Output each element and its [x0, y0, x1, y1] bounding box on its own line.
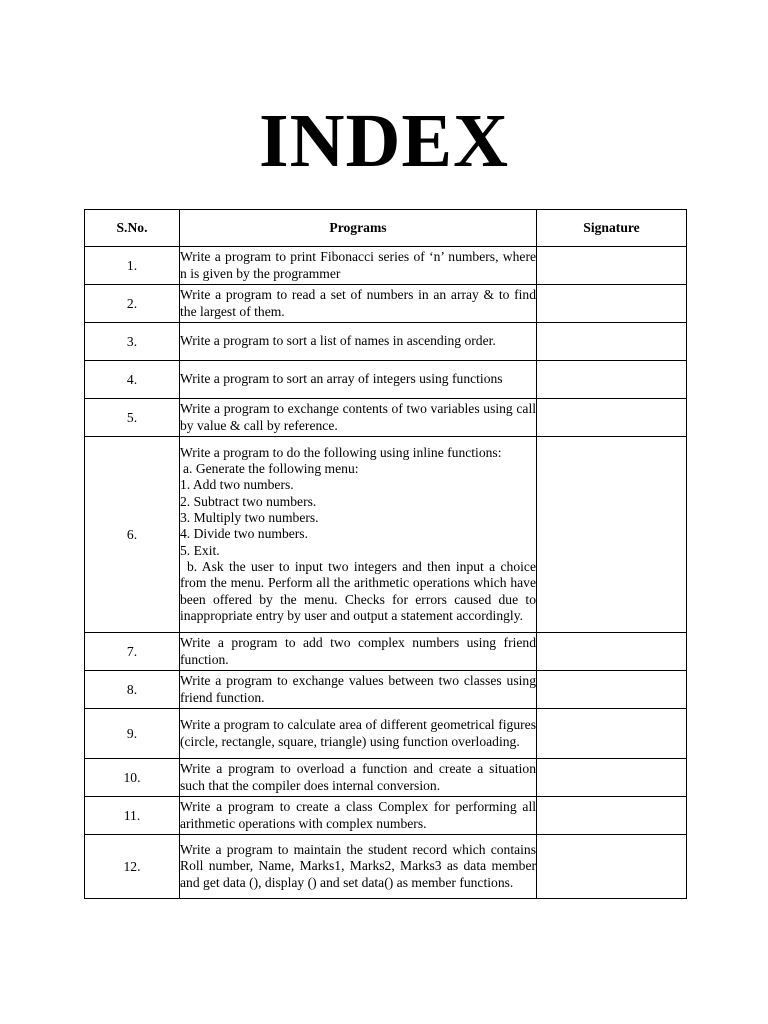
row-sno: 7.: [85, 633, 180, 671]
row-program: Write a program to create a class Complex for performing all arithmetic operations with complex numbers.: [180, 797, 537, 835]
table-row: [85, 633, 687, 671]
row-sno: 12.: [85, 835, 180, 899]
header-programs: Programs: [180, 210, 537, 247]
header-signature: Signature: [537, 210, 687, 247]
row-program: Write a program to exchange contents of two variables using call by value & call by reference.: [180, 399, 537, 437]
program-line: b. Ask the user to input two integers and then input a choice from the menu. Perform all the arithmetic operations which have been offered by the menu. Checks for errors caused due to inappropriate entry by user and output a statement accordingly.: [180, 558, 536, 623]
row-sno: 1.: [85, 247, 180, 285]
row-program: Write a program to print Fibonacci series of ‘n’ numbers, where n is given by the programmer: [180, 247, 537, 285]
row-signature: [537, 285, 687, 323]
row-signature: [537, 323, 687, 361]
row-signature: [537, 633, 687, 671]
row-signature: [537, 437, 687, 633]
row-signature: [537, 247, 687, 285]
table-row: [85, 399, 687, 437]
table-row: [85, 797, 687, 835]
row-signature: [537, 399, 687, 437]
row-program: Write a program to overload a function and create a situation such that the compiler does internal conversion.: [180, 759, 537, 797]
row-program: Write a program to exchange values between two classes using friend function.: [180, 671, 537, 709]
table-row: [85, 835, 687, 899]
program-line: 3. Multiply two numbers.: [180, 510, 319, 526]
row-program: Write a program to sort a list of names in ascending order.: [180, 323, 537, 361]
row-signature: [537, 835, 687, 899]
row-program: Write a program to sort an array of integers using functions: [180, 361, 537, 399]
program-line: 1. Add two numbers.: [180, 477, 294, 493]
table-row: [85, 285, 687, 323]
table-header-row: [85, 210, 687, 247]
row-signature: [537, 709, 687, 759]
row-program: [180, 437, 537, 633]
table-row: [85, 671, 687, 709]
program-line: 2. Subtract two numbers.: [180, 493, 317, 509]
table-row: [85, 759, 687, 797]
row-sno: 11.: [85, 797, 180, 835]
row-signature: [537, 759, 687, 797]
row-signature: [537, 797, 687, 835]
row-sno: 2.: [85, 285, 180, 323]
row-sno: 5.: [85, 399, 180, 437]
table-row: [85, 323, 687, 361]
row-sno: 4.: [85, 361, 180, 399]
row-program: Write a program to read a set of numbers in an array & to find the largest of them.: [180, 285, 537, 323]
row-program: Write a program to add two complex numbers using friend function.: [180, 633, 537, 671]
header-sno: S.No.: [85, 210, 180, 247]
row-sno: 3.: [85, 323, 180, 361]
table-row: [85, 709, 687, 759]
row-program: Write a program to calculate area of different geometrical figures (circle, rectangle, square, triangle) using function overloading.: [180, 709, 537, 759]
page-title: INDEX: [259, 99, 509, 183]
row-signature: [537, 671, 687, 709]
program-line: 5. Exit.: [180, 542, 220, 558]
program-line: Write a program to do the following using inline functions:: [180, 444, 502, 460]
table-row: [85, 361, 687, 399]
row-sno: 10.: [85, 759, 180, 797]
row-sno: 6.: [85, 437, 180, 633]
table-row: [85, 437, 687, 633]
table-row: [85, 247, 687, 285]
row-program: Write a program to maintain the student record which contains Roll number, Name, Marks1, Marks2, Marks3 as data member and get data (), display () and set data() as member functions.: [180, 835, 537, 899]
row-signature: [537, 361, 687, 399]
program-line: a. Generate the following menu:: [183, 461, 359, 477]
program-line: 4. Divide two numbers.: [180, 526, 308, 542]
row-sno: 9.: [85, 709, 180, 759]
index-table: [84, 209, 687, 899]
row-sno: 8.: [85, 671, 180, 709]
